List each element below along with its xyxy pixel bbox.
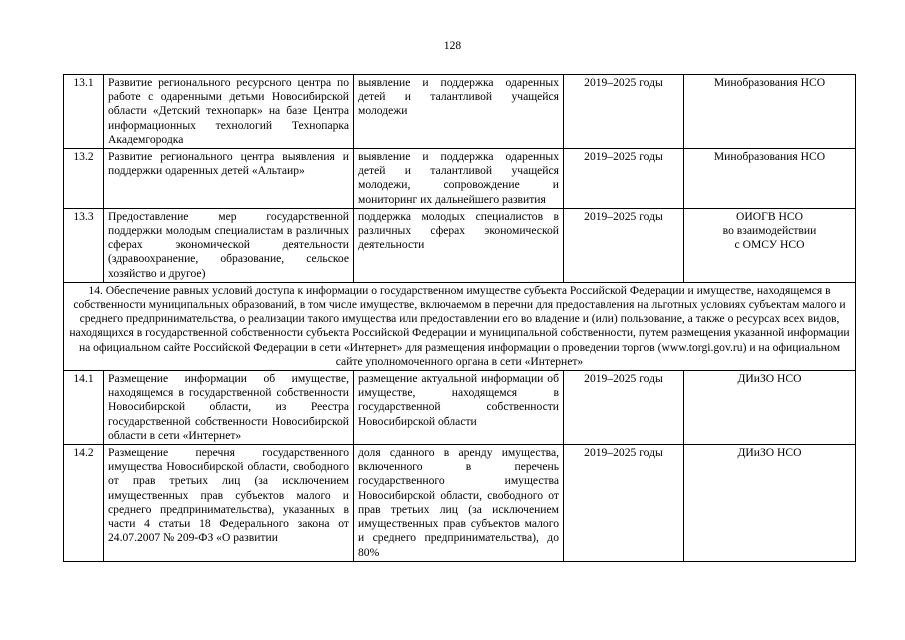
page-number: 128 [443, 39, 462, 52]
period-cell: 2019–2025 годы [564, 149, 684, 209]
activity-cell: Размещение информации об имуществе, находящемся в государственной собственности Новосибирской области, из Реестра государственной собственности Новосибирской области в сети «Интернет» [104, 371, 354, 445]
row-number: 14.1 [64, 371, 104, 445]
period-cell: 2019–2025 годы [564, 208, 684, 282]
executor-cell: Минобразования НСО [684, 149, 856, 209]
period-cell: 2019–2025 годы [564, 75, 684, 149]
row-number: 14.2 [64, 445, 104, 562]
table-row [64, 445, 856, 562]
executor-cell: ДИиЗО НСО [684, 445, 856, 562]
activity-cell: Предоставление мер государственной поддержки молодым специалистам в различных сферах экономической деятельности (здравоохранение, образование, сельское хозяйство и другое) [104, 208, 354, 282]
result-cell: выявление и поддержка одаренных детей и талантливой учащейся молодежи, сопровождение и мониторинг их дальнейшего развития [354, 149, 564, 209]
result-cell: выявление и поддержка одаренных детей и талантливой учащейся молодежи [354, 75, 564, 149]
executor-cell: ДИиЗО НСО [684, 371, 856, 445]
row-number: 13.2 [64, 149, 104, 209]
executor-cell: Минобразования НСО [684, 75, 856, 149]
table-row [64, 75, 856, 149]
activity-cell: Размещение перечня государственного имущества Новосибирской области, свободного от прав третьих лиц (за исключением имущественных прав субъектов малого и среднего предпринимательства), указанных в части 4 статьи 18 Федерального закона от 24.07.2007 № 209-ФЗ «О развитии [104, 445, 354, 562]
section-header-row [64, 282, 856, 370]
period-cell: 2019–2025 годы [564, 371, 684, 445]
table-row [64, 371, 856, 445]
activity-cell: Развитие регионального центра выявления и поддержки одаренных детей «Альтаир» [104, 149, 354, 209]
table-row [64, 149, 856, 209]
table-row [64, 208, 856, 282]
executor-cell: ОИОГВ НСО во взаимодействии с ОМСУ НСО [684, 208, 856, 282]
measures-table [63, 74, 856, 562]
activity-cell: Развитие регионального ресурсного центра по работе с одаренными детьми Новосибирской области «Детский технопарк» на базе Центра информационных технологий Технопарка Академгородка [104, 75, 354, 149]
result-cell: доля сданного в аренду имущества, включенного в перечень государственного имущества Новосибирской области, свободного от прав третьих лиц (за исключением имущественных прав субъектов малого и среднего предпринимательства), до 80% [354, 445, 564, 562]
result-cell: поддержка молодых специалистов в различных сферах экономической деятельности [354, 208, 564, 282]
section-14-heading: 14. Обеспечение равных условий доступа к информации о государственном имуществе субъекта Российской Федерации и имуществе, находящемся в собственности муниципальных образований, в том числе имуществе, включаемом в перечни для предоставления на льготных условиях субъектам малого и среднего предпринимательства, о реализации такого имущества или предоставлении его во владение и (или) пользование, а также о ресурсах всех видов, находящихся в государственной собственности субъекта Российской Федерации и муниципальной собственности, путем размещения указанной информации на официальном сайте Российской Федерации в сети «Интернет» для размещения информации о проведении торгов (www.torgi.gov.ru) и на официальном сайте уполномоченного органа в сети «Интернет» [64, 282, 856, 370]
period-cell: 2019–2025 годы [564, 445, 684, 562]
row-number: 13.3 [64, 208, 104, 282]
row-number: 13.1 [64, 75, 104, 149]
result-cell: размещение актуальной информации об имуществе, находящемся в государственной собственности Новосибирской области [354, 371, 564, 445]
